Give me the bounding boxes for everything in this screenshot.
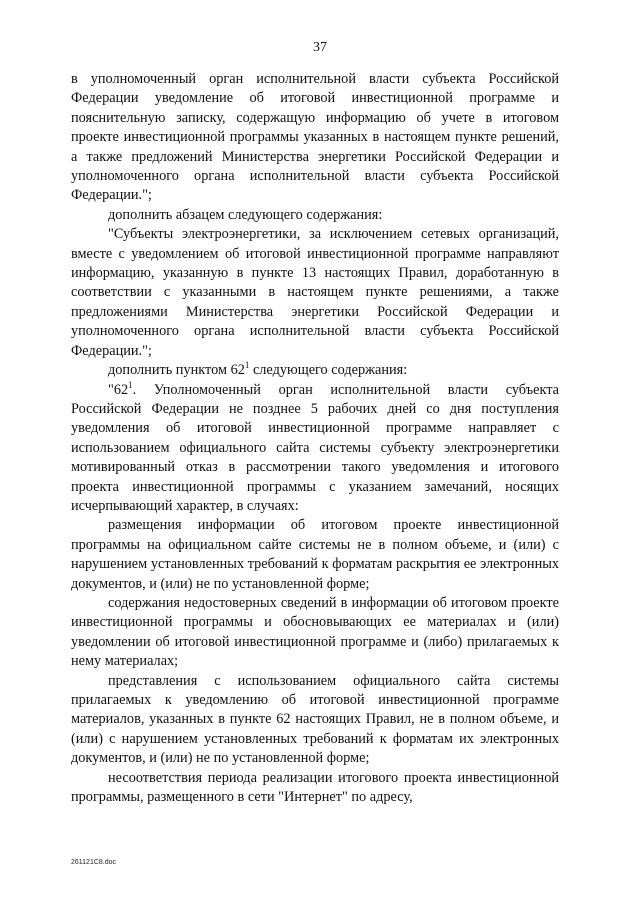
document-filename-footer: 261121C8.doc bbox=[71, 859, 117, 866]
document-body bbox=[71, 70, 559, 807]
page-number: 37 bbox=[313, 40, 327, 55]
paragraph: размещения информации об итоговом проекте инвестиционной программы на официальном сайте системы не в полном объеме, и (или) с нарушением установленных требований к форматам раскрытия ее электронных документов, и (или) не по установленной форме; bbox=[71, 517, 559, 592]
paragraph-text: дополнить пунктом 62 bbox=[108, 362, 245, 379]
paragraph: в уполномоченный орган исполнительной власти субъекта Российской Федерации уведомление об итоговой инвестиционной программе и пояснительную записку, содержащую информацию об учете в итоговом проекте инвестиционной программы указанных в настоящем пункте решений, а также предложений Министерства энергетики Российской Федерации и уполномоченного органа исполнительной власти субъекта Российской Федерации."; bbox=[71, 71, 559, 204]
paragraph: дополнить абзацем следующего содержания: bbox=[108, 206, 383, 223]
paragraph bbox=[71, 361, 559, 380]
superscript: 1 bbox=[128, 379, 133, 390]
paragraph: несоответствия периода реализации итогового проекта инвестиционной программы, размещенного в сети "Интернет" по адресу, bbox=[71, 769, 559, 806]
superscript: 1 bbox=[244, 360, 250, 371]
paragraph: "Субъекты электроэнергетики, за исключением сетевых организаций, вместе с уведомлением об итоговой инвестиционной программе направляют информацию, указанную в пункте 13 настоящих Правил, доработанную в соответствии с указанными в настоящем пункте решениями, а также предложениями Министерства энергетики Российской Федерации и уполномоченного органа исполнительной власти субъекта Российской Федерации."; bbox=[71, 226, 559, 359]
paragraph-text: "62 bbox=[108, 381, 129, 398]
paragraph-text: следующего содержания: bbox=[249, 362, 408, 379]
paragraph: содержания недостоверных сведений в информации об итоговом проекте инвестиционной программы и обосновывающих ее материалах и (или) уведомлении об итоговой инвестиционной программе и (либо) прилагаемых к нему материалах; bbox=[71, 594, 559, 670]
paragraph-text: . Уполномоченный орган исполнительной власти субъекта Российской Федерации не позднее 5 рабочих дней со дня поступления уведомления об итоговой инвестиционной программе направляет с использованием официального сайта системы субъекту электроэнергетики мотивированный отказ в рассмотрении такого уведомления и итогового проекта инвестиционной программы с указанием замечаний, носящих исчерпывающий характер, в случаях: bbox=[71, 381, 559, 514]
paragraph: представления с использованием официального сайта системы прилагаемых к уведомлению об итоговой инвестиционной программе материалов, указанных в пункте 62 настоящих Правил, не в полном объеме, и (или) с нарушением установленных требований к форматам их электронных документов, и (или) не по установленной форме; bbox=[71, 672, 559, 767]
paragraph bbox=[71, 381, 559, 517]
